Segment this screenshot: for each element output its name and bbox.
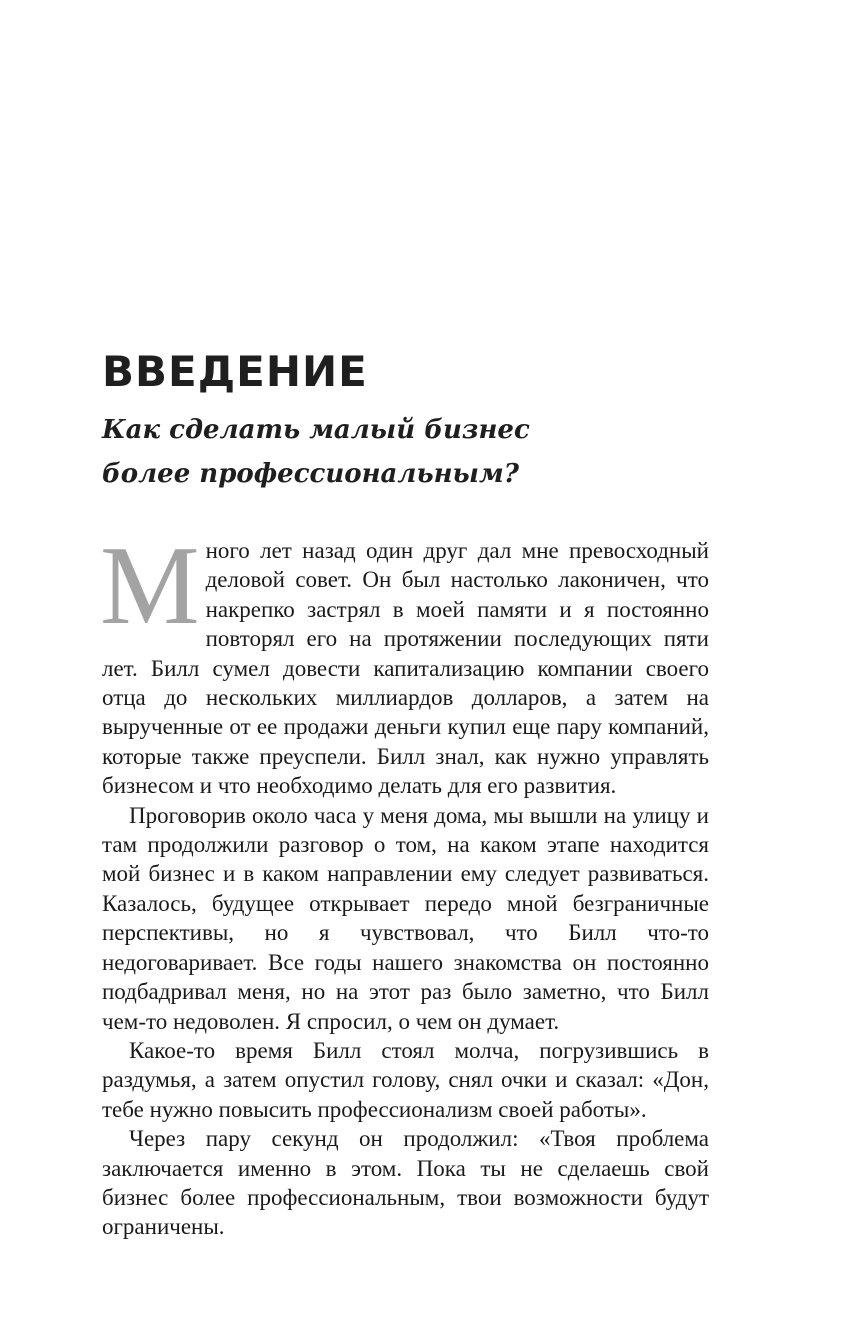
paragraph-4: Через пару секунд он продолжил: «Твоя проблема заключается именно в этом. Пока ты не сделаешь свой бизнес более профессиональным, твои возможности будут ограничены. — [102, 1126, 709, 1240]
paragraph-2: Проговорив около часа у меня дома, мы вышли на улицу и там продолжили разговор о том, на каком этапе находится мой бизнес и в каком направлении ему следует развиваться. Казалось, будущее открывает передо мной безграничные перспективы, но я чувствовал, что Билл что-то недоговаривает. Все годы нашего знакомства он постоянно подбадривал меня, но на этот раз было заметно, что Билл чем-то недоволен. Я спросил, о чем он думает. — [102, 802, 709, 1034]
paragraph-1 — [100, 524, 709, 801]
body-text — [100, 524, 709, 1242]
chapter-subtitle-line-2: более профессиональным? — [102, 459, 519, 489]
drop-cap-letter: М — [100, 524, 200, 648]
paragraph-1-text: ного лет назад один друг дал мне превосходный деловой совет. Он был настолько лаконичен, что накрепко застрял в моей памяти и я постоянно повторял его на протяжении последующих пяти лет. Билл сумел довести капитализацию компании своего отца до нескольких миллиардов долларов, а затем на вырученные от ее продажи деньги купил еще пару компаний, которые также преуспели. Билл знал, как нужно управлять бизнесом и что необходимо делать для его развития. — [102, 538, 709, 799]
chapter-title: ВВЕДЕНИЕ — [102, 347, 368, 396]
chapter-subtitle-line-1: Как сделать малый бизнес — [102, 415, 530, 445]
chapter-subtitle — [102, 408, 722, 496]
paragraph-3: Какое-то время Билл стоял молча, погрузившись в раздумья, а затем опустил голову, снял очки и сказал: «Дон, тебе нужно повысить профессионализм своей работы». — [102, 1037, 709, 1122]
